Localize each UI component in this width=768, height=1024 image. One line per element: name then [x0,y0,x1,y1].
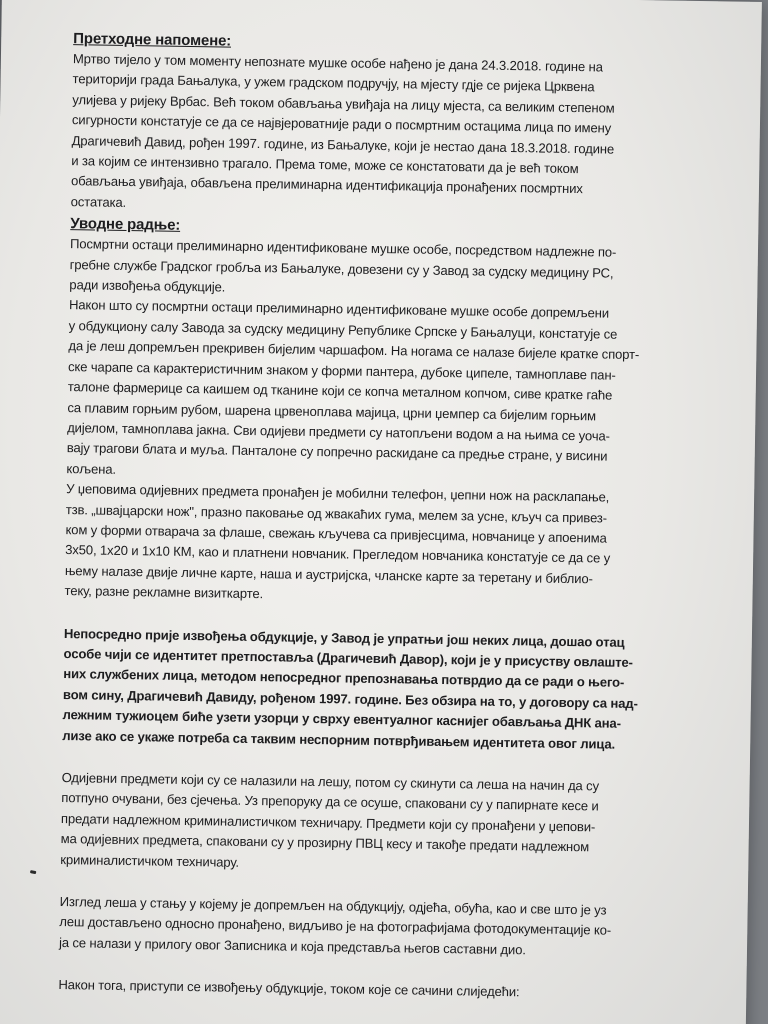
text-line: предати надлежном криминалистичком техничару. Предмети који су пронађени у џепови- [60,810,596,835]
text-line: лежним тужиоцем биће узети узорци у сврху евентуалног каснијег обављања ДНК ана- [62,707,621,731]
text-line: 3х50, 1х20 и 1х10 КМ, као и платнени новчаник. Прегледом новчаника констатује се да се у [65,542,611,566]
text-line: у обдукциону салу Завода за судску медицину Републике Српске у Бањалуци, констатује се [68,317,618,342]
text-line: талоне фармерице са каишем од тканине који се копча металном копчом, сиве кратке гаће [67,379,613,403]
text-line: територији града Бањалука, у ужем градском подручју, на мјесту гдје се ријека Црквена [72,71,595,95]
heading-introductory-actions: Уводне радње: [70,215,181,235]
text-line: и за којим се интензивно трагало. Према томе, може се констатовати да је већ током [71,153,579,177]
text-line: потпуно очувани, без сјечења. Уз препоруку да се осуше, спаковани су у папирнате кесе и [61,790,599,814]
text-line: Посмртни остаци прелиминарно идентификоване мушке особе, посредством надлежне по- [69,236,617,260]
text-line: лизе ако се укаже потреба са таквим неспорним потврђивањем идентитета овог лица. [62,727,616,752]
pen-mark [30,870,36,874]
heading-previous-notes: Претходне напомене: [73,30,232,50]
text-line: гребне службе Градског гробља из Бањалуке, довезени су у Завод за судску медицину РС, [69,256,614,281]
paragraph-intro-1 [69,234,695,305]
text-line: са плавим горњим рубом, шарена црвеноплава мајица, црни џемпер са бијелим горњим [67,399,597,423]
text-line: ске чарапе са карактеристичним знаком у форми пантера, дубоке ципеле, тамноплаве пан- [67,358,616,383]
text-line: У џеповима одијевних предмета пронађен је мобилни телефон, џепни нож на расклапање, [66,481,610,505]
text-line: ја се налази у прилогу овог Записника и која представља његов саставни дио. [58,934,526,958]
document-body [58,29,698,1005]
text-line: улијева у ријеку Врбас. Већ током обављања увиђаја на лицу мјеста, са великим степеном [72,91,615,116]
text-line: ма одијевних предмета, спаковани су у прозирну ПВЦ кесу и такође предати надлежном [60,831,590,855]
text-line: криминалистичком техничару. [60,851,240,870]
text-line: ради извођења обдукције. [69,277,226,295]
text-line: особе чији се идентитет претпоставља (Драгичевић Давор), који је у присуству овлаште- [63,646,633,670]
text-line: обављања увиђаја, обављена прелиминарна идентификација пронађених посмртних [70,173,583,197]
text-line: дијелом, тамноплава јакна. Сви одијеви предмети су натопљени водом а на њима се уоча- [67,419,610,444]
text-line: теку, разне рекламне визиткарте. [64,583,264,602]
text-line: них службених лица, методом непосредног препознавања потврдио да се ради о њего- [63,666,625,691]
paragraph-photo-documentation [59,892,685,963]
text-line: Мртво тијело у том моменту непознате мушке особе нађено је дана 24.3.2018. године на [72,51,603,75]
text-line: Драгичевић Давид, рођен 1997. године, из Бањалуке, који је нестао дана 18.3.2018. године [71,132,615,157]
text-line: Након што су посмртни остаци прелиминарно идентификоване мушке особе допремљени [68,297,610,322]
paragraph-clothing-items [60,768,687,880]
text-line: остатака. [70,193,127,210]
text-line: њему налазе двије личне карте, наша и аустријска, чланске карте за теретану и библио- [64,562,593,587]
text-line: леш достављено односно пронађено, видљиво је на фотографијама фотодокументације ко- [59,914,612,939]
text-line: Након тога, приступи се извођењу обдукције, током које се сачини слиједећи: [58,977,520,1000]
text-line: Непосредно прије извођења обдукције, у Завод је упратњи још неких лица, дошао отац [63,625,625,650]
text-line: Изглед леша у стању у којему је допремљен на обдукцију, одјећа, обућа, као и све што је уз [59,894,607,918]
text-line: Одијевни предмети који су се налазили на лешу, потом су скинути са леша на начин да су [61,770,600,794]
paragraph-identification-bold [62,624,689,756]
text-line: вом сину, Драгичевић Давиду, рођеном 1997. године. Без обзира на то, у договору са над- [62,686,638,711]
text-line: да је леш допремљен прекривен бијелим чаршафом. На ногама се налазе бијеле кратке спорт- [68,338,640,363]
text-line: сигурности констатује се да се највјероватније ради о посмртним остацима лица по имену [71,112,612,136]
text-line: тзв. „швајцарски нож", празно паковање од жвакаћих гума, мелем за усне, кључ са привез- [65,501,608,526]
text-line: кољена. [66,460,117,477]
text-line: вају трагови блата и муља. Панталоне су попречно раскидане са предње стране, у висини [66,440,608,464]
text-line: ком у форми отварача за флаше, свежањ кључева са привјесцима, новчанице у апоенима [65,522,607,546]
paragraph-intro-3 [64,479,691,611]
paragraph-intro-2 [66,296,694,489]
paragraph-previous-notes [71,49,698,222]
